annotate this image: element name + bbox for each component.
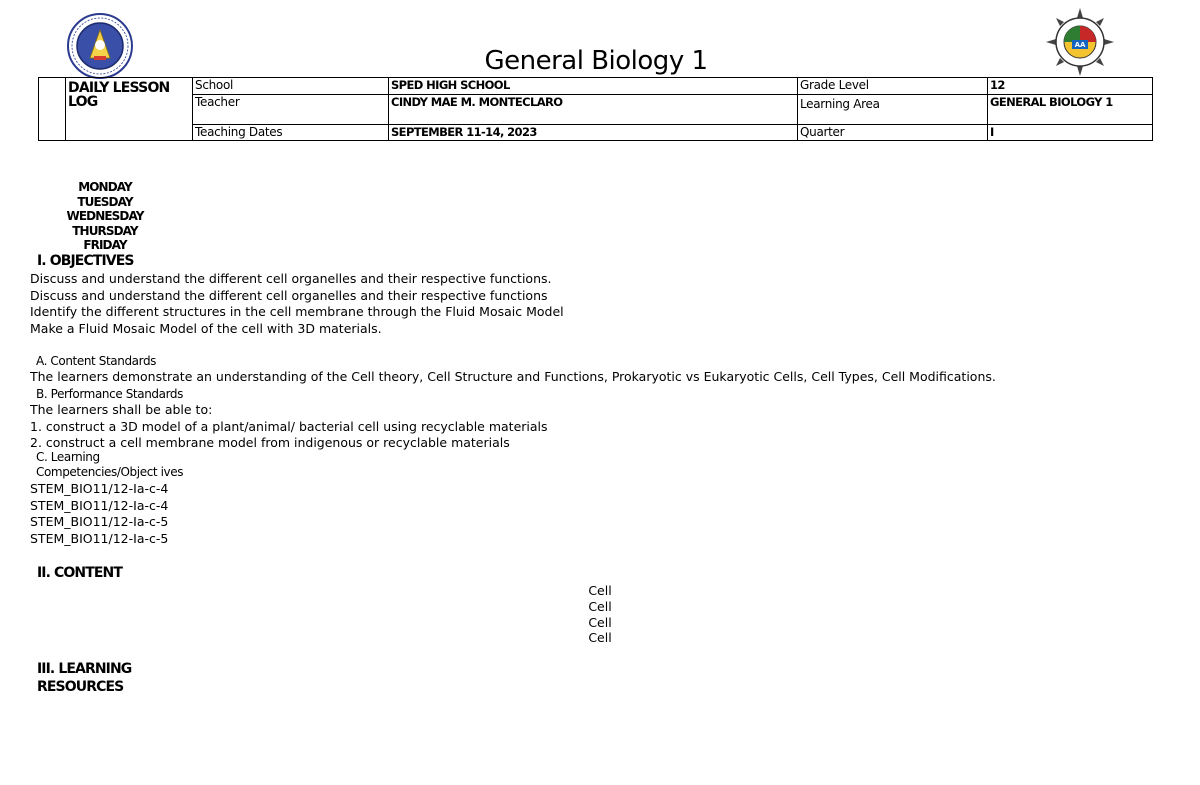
content-item: Cell <box>588 583 612 598</box>
day-tuesday: TUESDAY <box>77 194 133 209</box>
competency-code: STEM_BIO11/12-Ia-c-4 <box>30 497 169 513</box>
grade-level-value: 12 <box>988 78 1153 95</box>
content-standards-label: A. Content Standards <box>36 354 157 368</box>
teaching-dates-label: Teaching Dates <box>193 125 389 141</box>
days-list <box>40 180 170 253</box>
day-friday: FRIDAY <box>83 238 127 252</box>
school-label: School <box>193 78 389 95</box>
daily-lesson-log-label: DAILY LESSON LOG <box>66 78 193 141</box>
learning-resources-heading <box>37 660 131 696</box>
competencies-label-line1: C. Learning <box>36 450 100 464</box>
content-list <box>560 583 640 646</box>
performance-standards-label: B. Performance Standards <box>36 387 183 401</box>
competency-code: STEM_BIO11/12-Ia-c-4 <box>30 481 169 496</box>
teacher-label: Teacher <box>193 95 389 125</box>
content-standards-text: The learners demonstrate an understanding of the Cell theory, Cell Structure and Functions, Prokaryotic vs Eukaryotic Cells, Cell Types, Cell Modifications. <box>30 369 996 384</box>
content-heading: II. CONTENT <box>37 565 122 581</box>
objectives-list <box>30 271 564 337</box>
objectives-heading: I. OBJECTIVES <box>37 253 134 269</box>
page-title: General Biology 1 <box>484 46 708 76</box>
grade-level-label: Grade Level <box>798 78 988 95</box>
performance-item: 2. construct a cell membrane model from indigenous or recyclable materials <box>30 435 510 450</box>
header-row-dates <box>39 125 1153 141</box>
performance-intro: The learners shall be able to: <box>30 402 213 417</box>
performance-item: 1. construct a 3D model of a plant/animal/ bacterial cell using recyclable materials <box>30 418 548 434</box>
day-thursday: THURSDAY <box>72 223 138 238</box>
resources-heading-line2: RESOURCES <box>37 679 124 695</box>
content-item: Cell <box>588 630 612 646</box>
objective-item: Identify the different structures in the cell membrane through the Fluid Mosaic Model <box>30 304 564 319</box>
content-item: Cell <box>588 614 612 630</box>
quarter-value: I <box>988 125 1153 141</box>
teaching-dates-value: SEPTEMBER 11-14, 2023 <box>389 125 798 141</box>
competency-code: STEM_BIO11/12-Ia-c-5 <box>30 530 169 546</box>
performance-standards-block <box>30 402 548 452</box>
svg-text:AA: AA <box>1074 41 1086 49</box>
quarter-label: Quarter <box>798 125 988 141</box>
objective-item: Make a Fluid Mosaic Model of the cell with 3D materials. <box>30 320 382 336</box>
learning-competencies-label <box>36 450 183 480</box>
learning-area-value: GENERAL BIOLOGY 1 <box>988 95 1153 125</box>
header-row-school <box>39 78 1153 95</box>
lesson-log-header-table <box>38 77 1153 141</box>
blank-cell <box>39 78 66 141</box>
competency-code: STEM_BIO11/12-Ia-c-5 <box>30 514 169 529</box>
day-monday: MONDAY <box>78 180 132 194</box>
learning-area-label: Learning Area <box>798 95 988 125</box>
competency-codes <box>30 481 168 547</box>
teacher-value: CINDY MAE M. MONTECLARO <box>389 95 798 125</box>
school-value: SPED HIGH SCHOOL <box>389 78 798 95</box>
content-item: Cell <box>588 598 612 614</box>
resources-heading-line1: III. LEARNING <box>37 661 132 677</box>
objective-item: Discuss and understand the different cell organelles and their respective functions. <box>30 271 552 286</box>
header-row-teacher <box>39 95 1153 125</box>
competencies-label-line2: Competencies/Object ives <box>36 465 184 479</box>
objective-item: Discuss and understand the different cell organelles and their respective functions <box>30 287 548 303</box>
day-wednesday: WEDNESDAY <box>66 209 144 223</box>
